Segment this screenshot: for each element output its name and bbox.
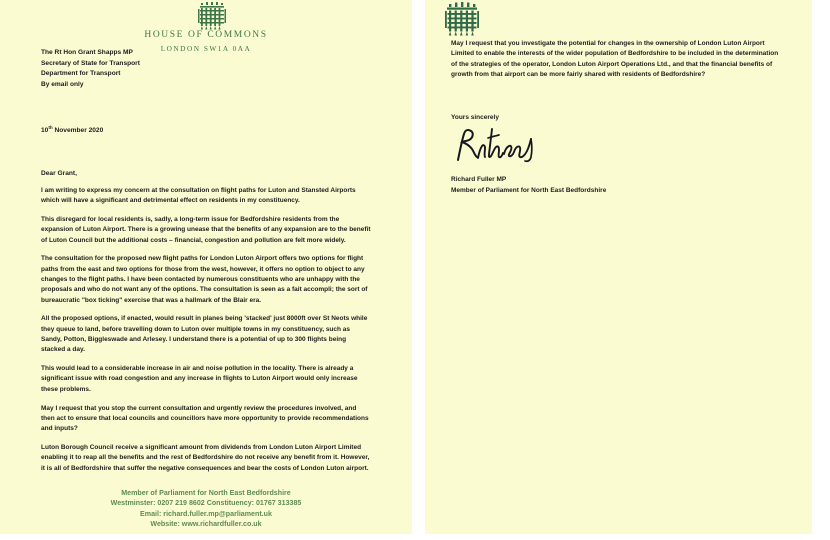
letterhead-footer: [0, 488, 412, 530]
body-paragraph-6-request: May I request that you stop the current consultation and urgently review the procedures involved, and then act to ensure that local councils and councillors have more opportunity to provide recommendations and inputs?: [41, 404, 369, 433]
letter-body-page-two: [451, 39, 781, 89]
date-rest: November 2020: [52, 127, 104, 135]
recipient-line-1: The Rt Hon Grant Shapps MP: [41, 49, 133, 56]
footer-website: Website: www.richardfuller.co.uk: [150, 520, 262, 529]
date-ordinal: th: [48, 125, 53, 130]
footer-phones: Westminster: 0207 219 8602 Constituency: 01767 313385: [110, 499, 302, 508]
body-paragraph-2: This disregard for local residents is, sadly, a long-term issue for Bedfordshire residents from the expansion of Luton Airport. There is a growing unease that the benefits of any expansion are to the benefit of Luton Council but the additional costs – financial, congestion and pollution are felt more widely.: [41, 216, 371, 244]
letter-page-one: [0, 0, 412, 534]
body-paragraph-3: The consultation for the proposed new flight paths for London Luton Airport offers two options for flight paths from the east and two options for those from the west, however, it offers no option to object to any changes to the flight paths. I have been contacted by numerous constituents who are unhappy with the proposals and who do not want any of the options. The consultation is seen as a fait accompli; the sort of bureaucratic "box ticking" exercise that was a hallmark of the Blair era.: [41, 255, 368, 304]
recipient-line-3: Department for Transport: [41, 70, 121, 78]
letter-body-page-one: [41, 186, 371, 482]
recipient-address-block: [41, 48, 140, 90]
salutation: Dear Grant,: [41, 170, 77, 177]
recipient-line-4: By email only: [41, 80, 84, 88]
valediction: Yours sincerely: [451, 114, 499, 121]
footer-email: Email: richard.fuller.mp@parliament.uk: [140, 509, 272, 518]
body-paragraph-5: This would lead to a considerable increase in air and noise pollution in the locality. There is already a significant issue with road congestion and any increase in flights to Luton Airport would only increase these problems.: [41, 365, 358, 393]
signatory-name: Richard Fuller MP: [451, 176, 507, 183]
date-day: 10: [41, 127, 49, 135]
body-paragraph-1: I am writing to express my concern at the consultation on flight paths for Luton and Stansted Airports which will have a significant and detrimental effect on residents in my constituency.: [41, 187, 356, 205]
portcullis-icon: [443, 2, 481, 38]
body-paragraph-7: Luton Borough Council receive a significant amount from dividends from London Luton Airport Limited enabling it to reap all the benefits and the rest of Bedfordshire do not receive any benefit from it. However, it is all of Bedfordshire that suffer the negative consequences and bear the costs of London Luton airport.: [41, 443, 370, 472]
body-paragraph-4: All the proposed options, if enacted, would result in planes being 'stacked' just 8000ft over St Neots while they queue to land, before travelling down to Luton over multiple towns in my constituency, such as Sandy, Potton, Biggleswade and Arlesey. I understand there is a potential of up to 300 flights being stacked a day.: [41, 315, 368, 354]
letterhead-address: LONDON SW1A 0AA: [160, 44, 252, 53]
letterhead-organisation: HOUSE OF COMMONS: [144, 30, 268, 40]
signatory-title: Member of Parliament for North East Bedfordshire: [451, 186, 607, 194]
page-two-paragraph-request: May I request that you investigate the potential for changes in the ownership of London Luton Airport Limited to enable the interests of the wider population of Bedfordshire to be included in the determination of the strategies of the operator, London Luton Airport Operations Ltd., and that the financial benefits of growth from that airport can be more fairly shared with residents of Bedfordshire?: [451, 40, 779, 78]
handwritten-signature: [452, 126, 547, 168]
footer-role: Member of Parliament for North East Bedfordshire: [121, 489, 291, 497]
portcullis-icon: [196, 2, 228, 32]
signatory-block: [451, 175, 606, 196]
letter-date: [41, 125, 103, 134]
recipient-line-2: Secretary of State for Transport: [41, 59, 140, 67]
